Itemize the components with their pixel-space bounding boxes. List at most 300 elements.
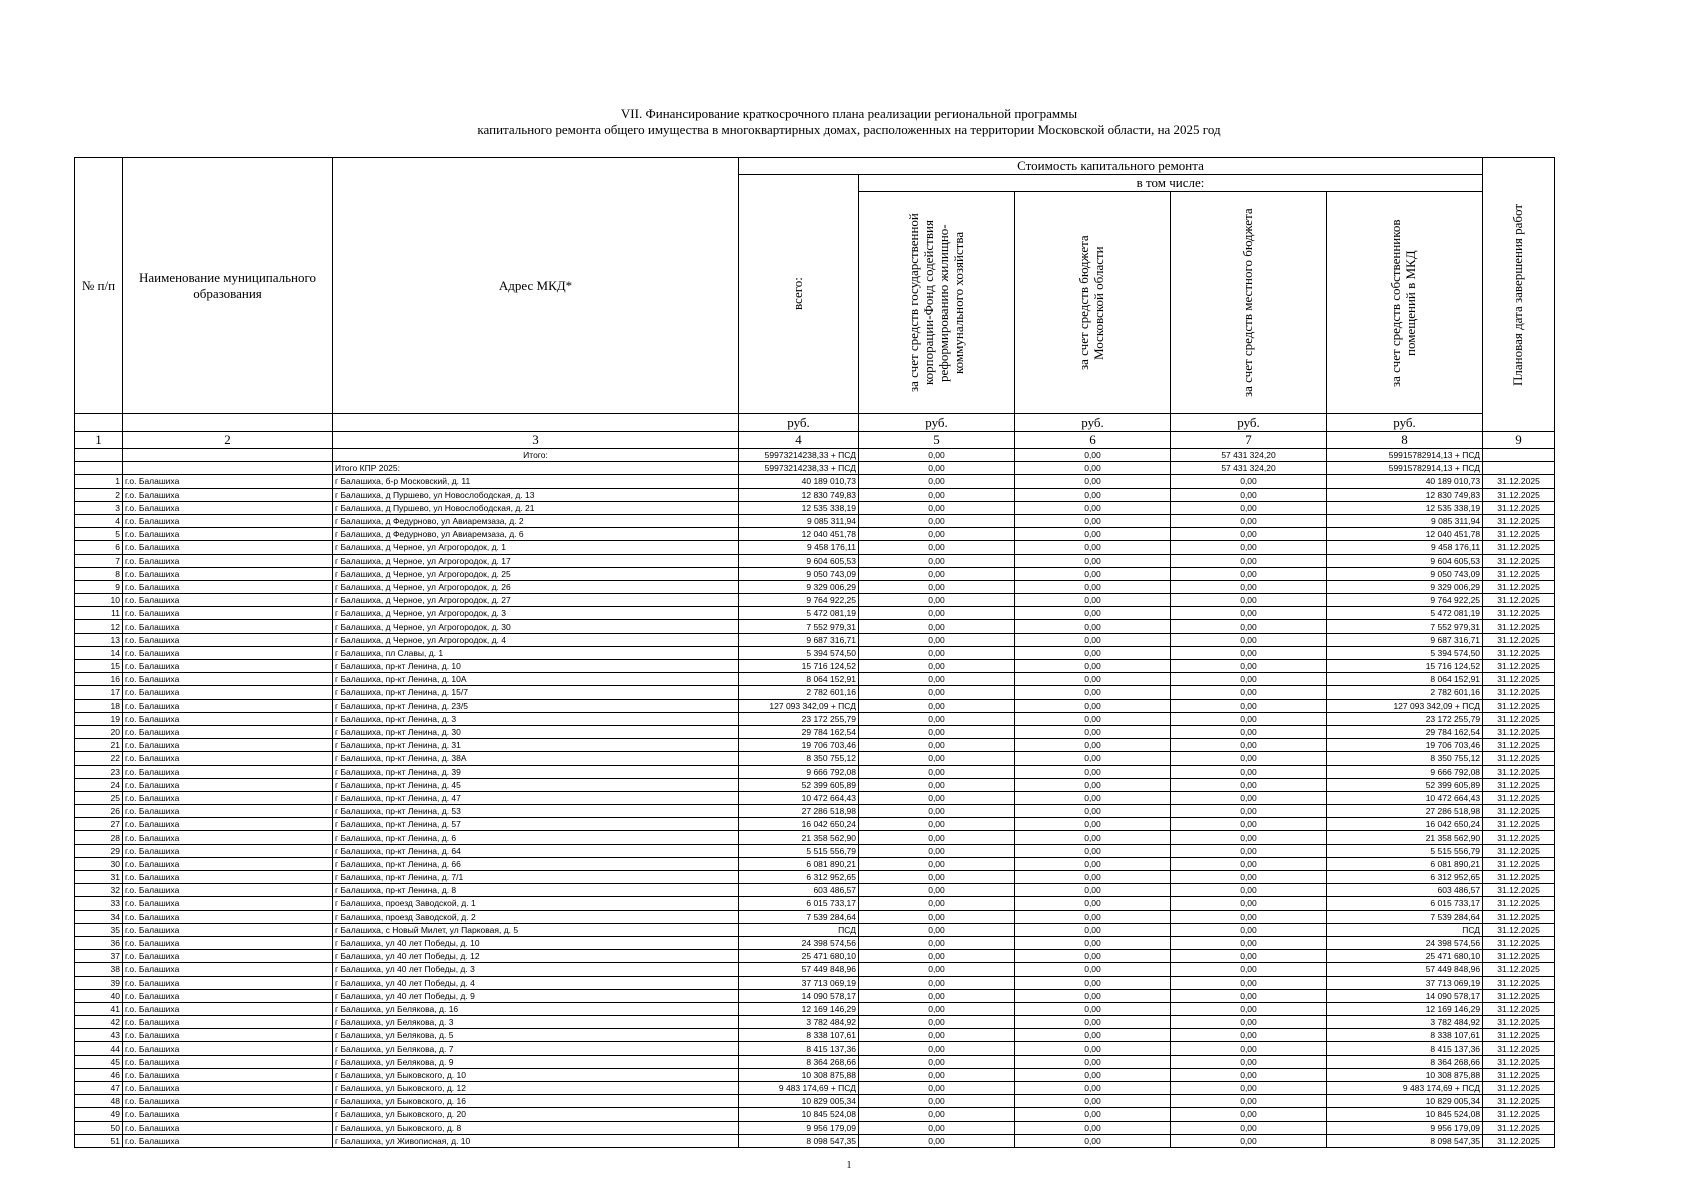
row-owners: ПСД bbox=[1327, 923, 1483, 936]
row-municipality: г.о. Балашиха bbox=[123, 620, 333, 633]
table-row bbox=[75, 620, 1555, 633]
row-total: 9 329 006,29 bbox=[739, 580, 859, 593]
row-number: 51 bbox=[75, 1134, 123, 1147]
row-local: 0,00 bbox=[1171, 989, 1327, 1002]
row-owners: 5 472 081,19 bbox=[1327, 607, 1483, 620]
row-address: г Балашиха, ул 40 лет Победы, д. 10 bbox=[333, 936, 739, 949]
table-row bbox=[75, 1055, 1555, 1068]
row-region: 0,00 bbox=[1015, 752, 1171, 765]
row-municipality: г.о. Балашиха bbox=[123, 1002, 333, 1015]
row-total: 5 472 081,19 bbox=[739, 607, 859, 620]
row-fund: 0,00 bbox=[859, 976, 1015, 989]
row-fund: 0,00 bbox=[859, 765, 1015, 778]
row-local: 0,00 bbox=[1171, 923, 1327, 936]
row-municipality: г.о. Балашиха bbox=[123, 936, 333, 949]
header-fund bbox=[859, 192, 1015, 414]
row-region: 0,00 bbox=[1015, 1108, 1171, 1121]
row-date: 31.12.2025 bbox=[1483, 989, 1555, 1002]
table-row bbox=[75, 1016, 1555, 1029]
row-number: 16 bbox=[75, 673, 123, 686]
row-owners: 8 098 547,35 bbox=[1327, 1134, 1483, 1147]
row-local: 0,00 bbox=[1171, 857, 1327, 870]
financing-table bbox=[74, 157, 1555, 1148]
table-row bbox=[75, 857, 1555, 870]
row-number: 9 bbox=[75, 580, 123, 593]
row-fund: 0,00 bbox=[859, 871, 1015, 884]
table-row bbox=[75, 633, 1555, 646]
row-number: 35 bbox=[75, 923, 123, 936]
row-number: 26 bbox=[75, 805, 123, 818]
row-total: 5 394 574,50 bbox=[739, 646, 859, 659]
row-address: г Балашиха, пр-кт Ленина, д. 10 bbox=[333, 660, 739, 673]
row-fund: 0,00 bbox=[859, 607, 1015, 620]
row-fund: 0,00 bbox=[859, 1029, 1015, 1042]
row-total: 8 098 547,35 bbox=[739, 1134, 859, 1147]
row-municipality: г.о. Балашиха bbox=[123, 871, 333, 884]
row-number: 32 bbox=[75, 884, 123, 897]
row-owners: 9 604 605,53 bbox=[1327, 554, 1483, 567]
row-region: 0,00 bbox=[1015, 528, 1171, 541]
row-number: 40 bbox=[75, 989, 123, 1002]
row-number: 30 bbox=[75, 857, 123, 870]
row-date: 31.12.2025 bbox=[1483, 936, 1555, 949]
row-total: 10 845 524,08 bbox=[739, 1108, 859, 1121]
table-row bbox=[75, 923, 1555, 936]
row-fund: 0,00 bbox=[859, 1108, 1015, 1121]
summary-date bbox=[1483, 462, 1555, 475]
table-row bbox=[75, 884, 1555, 897]
row-local: 0,00 bbox=[1171, 1002, 1327, 1015]
row-region: 0,00 bbox=[1015, 923, 1171, 936]
row-owners: 6 312 952,65 bbox=[1327, 871, 1483, 884]
row-total: 19 706 703,46 bbox=[739, 739, 859, 752]
row-local: 0,00 bbox=[1171, 910, 1327, 923]
table-row bbox=[75, 528, 1555, 541]
row-number: 12 bbox=[75, 620, 123, 633]
row-address: г Балашиха, пр-кт Ленина, д. 3 bbox=[333, 712, 739, 725]
row-region: 0,00 bbox=[1015, 620, 1171, 633]
row-number: 28 bbox=[75, 831, 123, 844]
row-owners: 9 764 922,25 bbox=[1327, 594, 1483, 607]
row-municipality: г.о. Балашиха bbox=[123, 857, 333, 870]
row-local: 0,00 bbox=[1171, 831, 1327, 844]
row-owners: 9 666 792,08 bbox=[1327, 765, 1483, 778]
row-municipality: г.о. Балашиха bbox=[123, 528, 333, 541]
row-region: 0,00 bbox=[1015, 646, 1171, 659]
row-number: 31 bbox=[75, 871, 123, 884]
row-region: 0,00 bbox=[1015, 1095, 1171, 1108]
row-number: 25 bbox=[75, 791, 123, 804]
row-municipality: г.о. Балашиха bbox=[123, 1068, 333, 1081]
row-number: 7 bbox=[75, 554, 123, 567]
row-municipality: г.о. Балашиха bbox=[123, 554, 333, 567]
row-total: 37 713 069,19 bbox=[739, 976, 859, 989]
header-total bbox=[739, 175, 859, 414]
row-date: 31.12.2025 bbox=[1483, 1042, 1555, 1055]
row-local: 0,00 bbox=[1171, 950, 1327, 963]
row-region: 0,00 bbox=[1015, 1068, 1171, 1081]
row-municipality: г.о. Балашиха bbox=[123, 989, 333, 1002]
header-total-label: всего: bbox=[789, 277, 805, 311]
row-local: 0,00 bbox=[1171, 554, 1327, 567]
row-region: 0,00 bbox=[1015, 1121, 1171, 1134]
row-number: 34 bbox=[75, 910, 123, 923]
header-region-label: за счет средств бюджета Московской области bbox=[1075, 235, 1106, 370]
summary-row-kpr bbox=[75, 462, 1555, 475]
row-municipality: г.о. Балашиха bbox=[123, 1095, 333, 1108]
row-fund: 0,00 bbox=[859, 686, 1015, 699]
row-address: г Балашиха, ул Живописная, д. 10 bbox=[333, 1134, 739, 1147]
row-date: 31.12.2025 bbox=[1483, 673, 1555, 686]
row-owners: 9 329 006,29 bbox=[1327, 580, 1483, 593]
colnum-3: 3 bbox=[333, 432, 739, 449]
row-address: г Балашиха, ул Белякова, д. 9 bbox=[333, 1055, 739, 1068]
summary-owners: 59915782914,13 + ПСД bbox=[1327, 449, 1483, 462]
row-municipality: г.о. Балашиха bbox=[123, 1016, 333, 1029]
row-region: 0,00 bbox=[1015, 475, 1171, 488]
table-row bbox=[75, 580, 1555, 593]
row-total: 10 829 005,34 bbox=[739, 1095, 859, 1108]
colnum-5: 5 bbox=[859, 432, 1015, 449]
row-number: 23 bbox=[75, 765, 123, 778]
header-fund-label: за счет средств государственной корпорации-Фонд содействия реформированию жилищно-коммунального хозяйства bbox=[905, 213, 966, 392]
row-date: 31.12.2025 bbox=[1483, 739, 1555, 752]
row-fund: 0,00 bbox=[859, 528, 1015, 541]
summary-region: 0,00 bbox=[1015, 462, 1171, 475]
row-municipality: г.о. Балашиха bbox=[123, 739, 333, 752]
row-address: г Балашиха, ул Быковского, д. 10 bbox=[333, 1068, 739, 1081]
row-number: 21 bbox=[75, 739, 123, 752]
row-owners: 2 782 601,16 bbox=[1327, 686, 1483, 699]
row-total: 6 081 890,21 bbox=[739, 857, 859, 870]
row-fund: 0,00 bbox=[859, 818, 1015, 831]
row-owners: 16 042 650,24 bbox=[1327, 818, 1483, 831]
row-owners: 8 064 152,91 bbox=[1327, 673, 1483, 686]
row-number: 8 bbox=[75, 567, 123, 580]
row-number: 17 bbox=[75, 686, 123, 699]
row-total: 10 472 664,43 bbox=[739, 791, 859, 804]
row-address: г Балашиха, б-р Московский, д. 11 bbox=[333, 475, 739, 488]
row-region: 0,00 bbox=[1015, 1082, 1171, 1095]
table-row bbox=[75, 514, 1555, 527]
row-address: г Балашиха, пр-кт Ленина, д. 7/1 bbox=[333, 871, 739, 884]
row-total: 27 286 518,98 bbox=[739, 805, 859, 818]
row-local: 0,00 bbox=[1171, 475, 1327, 488]
row-fund: 0,00 bbox=[859, 778, 1015, 791]
row-fund: 0,00 bbox=[859, 910, 1015, 923]
row-local: 0,00 bbox=[1171, 765, 1327, 778]
summary-local: 57 431 324,20 bbox=[1171, 462, 1327, 475]
row-municipality: г.о. Балашиха bbox=[123, 752, 333, 765]
row-address: г Балашиха, ул Быковского, д. 16 bbox=[333, 1095, 739, 1108]
row-municipality: г.о. Балашиха bbox=[123, 633, 333, 646]
row-owners: 21 358 562,90 bbox=[1327, 831, 1483, 844]
table-row bbox=[75, 871, 1555, 884]
row-local: 0,00 bbox=[1171, 620, 1327, 633]
page-number: 1 bbox=[846, 1160, 852, 1171]
table-row bbox=[75, 1068, 1555, 1081]
header-spacer-1 bbox=[75, 414, 123, 432]
row-address: г Балашиха, пр-кт Ленина, д. 6 bbox=[333, 831, 739, 844]
row-owners: 7 539 284,64 bbox=[1327, 910, 1483, 923]
row-total: 15 716 124,52 bbox=[739, 660, 859, 673]
row-address: г Балашиха, пр-кт Ленина, д. 57 bbox=[333, 818, 739, 831]
row-address: г Балашиха, д Черное, ул Агрогородок, д. 3 bbox=[333, 607, 739, 620]
row-owners: 9 050 743,09 bbox=[1327, 567, 1483, 580]
summary-fund: 0,00 bbox=[859, 462, 1015, 475]
row-address: г Балашиха, ул Белякова, д. 7 bbox=[333, 1042, 739, 1055]
row-number: 4 bbox=[75, 514, 123, 527]
row-total: 12 040 451,78 bbox=[739, 528, 859, 541]
row-municipality: г.о. Балашиха bbox=[123, 475, 333, 488]
row-date: 31.12.2025 bbox=[1483, 1029, 1555, 1042]
row-date: 31.12.2025 bbox=[1483, 778, 1555, 791]
row-total: 10 308 875,88 bbox=[739, 1068, 859, 1081]
summary-date bbox=[1483, 449, 1555, 462]
row-local: 0,00 bbox=[1171, 897, 1327, 910]
row-number: 13 bbox=[75, 633, 123, 646]
unit-region: руб. bbox=[1015, 414, 1171, 432]
table-row bbox=[75, 818, 1555, 831]
row-number: 44 bbox=[75, 1042, 123, 1055]
row-region: 0,00 bbox=[1015, 976, 1171, 989]
row-local: 0,00 bbox=[1171, 739, 1327, 752]
row-owners: 15 716 124,52 bbox=[1327, 660, 1483, 673]
row-municipality: г.о. Балашиха bbox=[123, 844, 333, 857]
row-fund: 0,00 bbox=[859, 554, 1015, 567]
row-local: 0,00 bbox=[1171, 673, 1327, 686]
row-owners: 27 286 518,98 bbox=[1327, 805, 1483, 818]
row-owners: 37 713 069,19 bbox=[1327, 976, 1483, 989]
row-address: г Балашиха, пр-кт Ленина, д. 30 bbox=[333, 725, 739, 738]
table-row bbox=[75, 567, 1555, 580]
row-local: 0,00 bbox=[1171, 1029, 1327, 1042]
row-date: 31.12.2025 bbox=[1483, 712, 1555, 725]
row-owners: 52 399 605,89 bbox=[1327, 778, 1483, 791]
row-region: 0,00 bbox=[1015, 844, 1171, 857]
row-total: 9 050 743,09 bbox=[739, 567, 859, 580]
row-date: 31.12.2025 bbox=[1483, 897, 1555, 910]
row-address: г Балашиха, д Черное, ул Агрогородок, д. 4 bbox=[333, 633, 739, 646]
row-owners: 3 782 484,92 bbox=[1327, 1016, 1483, 1029]
row-fund: 0,00 bbox=[859, 805, 1015, 818]
row-total: 9 458 176,11 bbox=[739, 541, 859, 554]
row-fund: 0,00 bbox=[859, 646, 1015, 659]
row-fund: 0,00 bbox=[859, 897, 1015, 910]
row-date: 31.12.2025 bbox=[1483, 976, 1555, 989]
row-region: 0,00 bbox=[1015, 633, 1171, 646]
row-owners: 603 486,57 bbox=[1327, 884, 1483, 897]
row-owners: 12 169 146,29 bbox=[1327, 1002, 1483, 1015]
row-address: г Балашиха, проезд Заводской, д. 1 bbox=[333, 897, 739, 910]
summary-total: 59973214238,33 + ПСД bbox=[739, 449, 859, 462]
row-date: 31.12.2025 bbox=[1483, 554, 1555, 567]
summary-label: Итого: bbox=[333, 449, 739, 462]
table-row bbox=[75, 1121, 1555, 1134]
row-municipality: г.о. Балашиха bbox=[123, 831, 333, 844]
header-spacer-3 bbox=[333, 414, 739, 432]
row-region: 0,00 bbox=[1015, 594, 1171, 607]
row-local: 0,00 bbox=[1171, 567, 1327, 580]
row-address: г Балашиха, ул Белякова, д. 3 bbox=[333, 1016, 739, 1029]
row-municipality: г.о. Балашиха bbox=[123, 1121, 333, 1134]
table-row bbox=[75, 725, 1555, 738]
row-local: 0,00 bbox=[1171, 488, 1327, 501]
row-date: 31.12.2025 bbox=[1483, 765, 1555, 778]
table-row bbox=[75, 475, 1555, 488]
row-date: 31.12.2025 bbox=[1483, 660, 1555, 673]
row-total: 7 539 284,64 bbox=[739, 910, 859, 923]
row-region: 0,00 bbox=[1015, 950, 1171, 963]
row-number: 47 bbox=[75, 1082, 123, 1095]
row-total: 5 515 556,79 bbox=[739, 844, 859, 857]
row-total: 8 350 755,12 bbox=[739, 752, 859, 765]
row-municipality: г.о. Балашиха bbox=[123, 1029, 333, 1042]
row-total: 603 486,57 bbox=[739, 884, 859, 897]
summary-fund: 0,00 bbox=[859, 449, 1015, 462]
row-owners: 10 829 005,34 bbox=[1327, 1095, 1483, 1108]
row-total: 6 015 733,17 bbox=[739, 897, 859, 910]
row-region: 0,00 bbox=[1015, 488, 1171, 501]
row-date: 31.12.2025 bbox=[1483, 580, 1555, 593]
document-title bbox=[0, 106, 1698, 138]
row-fund: 0,00 bbox=[859, 594, 1015, 607]
row-address: г Балашиха, пр-кт Ленина, д. 64 bbox=[333, 844, 739, 857]
row-municipality: г.о. Балашиха bbox=[123, 778, 333, 791]
table-row bbox=[75, 844, 1555, 857]
row-number: 20 bbox=[75, 725, 123, 738]
row-address: г Балашиха, пр-кт Ленина, д. 23/5 bbox=[333, 699, 739, 712]
table-body bbox=[75, 449, 1555, 1148]
row-region: 0,00 bbox=[1015, 725, 1171, 738]
row-owners: 25 471 680,10 bbox=[1327, 950, 1483, 963]
row-total: 16 042 650,24 bbox=[739, 818, 859, 831]
row-region: 0,00 bbox=[1015, 831, 1171, 844]
row-fund: 0,00 bbox=[859, 857, 1015, 870]
row-region: 0,00 bbox=[1015, 1016, 1171, 1029]
row-local: 0,00 bbox=[1171, 501, 1327, 514]
row-local: 0,00 bbox=[1171, 752, 1327, 765]
row-owners: 40 189 010,73 bbox=[1327, 475, 1483, 488]
colnum-9: 9 bbox=[1483, 432, 1555, 449]
row-number: 50 bbox=[75, 1121, 123, 1134]
row-region: 0,00 bbox=[1015, 712, 1171, 725]
row-owners: 127 093 342,09 + ПСД bbox=[1327, 699, 1483, 712]
row-total: 9 666 792,08 bbox=[739, 765, 859, 778]
row-fund: 0,00 bbox=[859, 1134, 1015, 1147]
row-date: 31.12.2025 bbox=[1483, 871, 1555, 884]
row-date: 31.12.2025 bbox=[1483, 528, 1555, 541]
header-address: Адрес МКД* bbox=[333, 158, 739, 414]
table-row bbox=[75, 1082, 1555, 1095]
row-region: 0,00 bbox=[1015, 884, 1171, 897]
table-row bbox=[75, 791, 1555, 804]
table-row bbox=[75, 950, 1555, 963]
row-region: 0,00 bbox=[1015, 910, 1171, 923]
table-row bbox=[75, 752, 1555, 765]
row-municipality: г.о. Балашиха bbox=[123, 976, 333, 989]
row-date: 31.12.2025 bbox=[1483, 1134, 1555, 1147]
header-local-label: за счет средств местного бюджета bbox=[1239, 208, 1255, 397]
row-owners: 6 015 733,17 bbox=[1327, 897, 1483, 910]
table-row bbox=[75, 686, 1555, 699]
row-fund: 0,00 bbox=[859, 1082, 1015, 1095]
row-region: 0,00 bbox=[1015, 897, 1171, 910]
row-municipality: г.о. Балашиха bbox=[123, 646, 333, 659]
row-owners: 10 472 664,43 bbox=[1327, 791, 1483, 804]
row-address: г Балашиха, пр-кт Ленина, д. 66 bbox=[333, 857, 739, 870]
row-fund: 0,00 bbox=[859, 989, 1015, 1002]
row-region: 0,00 bbox=[1015, 580, 1171, 593]
row-municipality: г.о. Балашиха bbox=[123, 594, 333, 607]
header-region bbox=[1015, 192, 1171, 414]
row-local: 0,00 bbox=[1171, 1082, 1327, 1095]
row-owners: 12 830 749,83 bbox=[1327, 488, 1483, 501]
row-fund: 0,00 bbox=[859, 1121, 1015, 1134]
row-municipality: г.о. Балашиха bbox=[123, 950, 333, 963]
row-date: 31.12.2025 bbox=[1483, 725, 1555, 738]
row-fund: 0,00 bbox=[859, 712, 1015, 725]
row-local: 0,00 bbox=[1171, 936, 1327, 949]
table-row bbox=[75, 488, 1555, 501]
row-owners: 12 535 338,19 bbox=[1327, 501, 1483, 514]
title-line-2: капитального ремонта общего имущества в многоквартирных домах, расположенных на территории Московской области, на 2025 год bbox=[477, 122, 1221, 137]
row-municipality: г.о. Балашиха bbox=[123, 725, 333, 738]
row-fund: 0,00 bbox=[859, 1095, 1015, 1108]
table-row bbox=[75, 673, 1555, 686]
row-number: 5 bbox=[75, 528, 123, 541]
row-total: 12 830 749,83 bbox=[739, 488, 859, 501]
row-date: 31.12.2025 bbox=[1483, 1068, 1555, 1081]
row-municipality: г.о. Балашиха bbox=[123, 1042, 333, 1055]
header-num: № п/п bbox=[75, 158, 123, 414]
row-number: 3 bbox=[75, 501, 123, 514]
row-local: 0,00 bbox=[1171, 607, 1327, 620]
row-address: г Балашиха, ул Белякова, д. 16 bbox=[333, 1002, 739, 1015]
row-fund: 0,00 bbox=[859, 950, 1015, 963]
summary-owners: 59915782914,13 + ПСД bbox=[1327, 462, 1483, 475]
row-number: 11 bbox=[75, 607, 123, 620]
row-fund: 0,00 bbox=[859, 1068, 1015, 1081]
row-owners: 9 483 174,69 + ПСД bbox=[1327, 1082, 1483, 1095]
row-local: 0,00 bbox=[1171, 1068, 1327, 1081]
row-number: 37 bbox=[75, 950, 123, 963]
row-fund: 0,00 bbox=[859, 580, 1015, 593]
row-local: 0,00 bbox=[1171, 963, 1327, 976]
row-number: 2 bbox=[75, 488, 123, 501]
row-local: 0,00 bbox=[1171, 1055, 1327, 1068]
row-total: 8 338 107,61 bbox=[739, 1029, 859, 1042]
row-number: 39 bbox=[75, 976, 123, 989]
header-date-label: Плановая дата завершения работ bbox=[1509, 203, 1525, 386]
row-address: г Балашиха, пр-кт Ленина, д. 10А bbox=[333, 673, 739, 686]
row-address: г Балашиха, д Черное, ул Агрогородок, д. 17 bbox=[333, 554, 739, 567]
row-region: 0,00 bbox=[1015, 660, 1171, 673]
row-region: 0,00 bbox=[1015, 791, 1171, 804]
row-owners: 23 172 255,79 bbox=[1327, 712, 1483, 725]
row-total: 23 172 255,79 bbox=[739, 712, 859, 725]
row-owners: 9 956 179,09 bbox=[1327, 1121, 1483, 1134]
row-total: ПСД bbox=[739, 923, 859, 936]
header-local bbox=[1171, 192, 1327, 414]
row-address: г Балашиха, пр-кт Ленина, д. 38А bbox=[333, 752, 739, 765]
row-date: 31.12.2025 bbox=[1483, 844, 1555, 857]
row-municipality: г.о. Балашиха bbox=[123, 765, 333, 778]
row-address: г Балашиха, ул 40 лет Победы, д. 4 bbox=[333, 976, 739, 989]
row-fund: 0,00 bbox=[859, 844, 1015, 857]
table-row bbox=[75, 910, 1555, 923]
row-fund: 0,00 bbox=[859, 660, 1015, 673]
